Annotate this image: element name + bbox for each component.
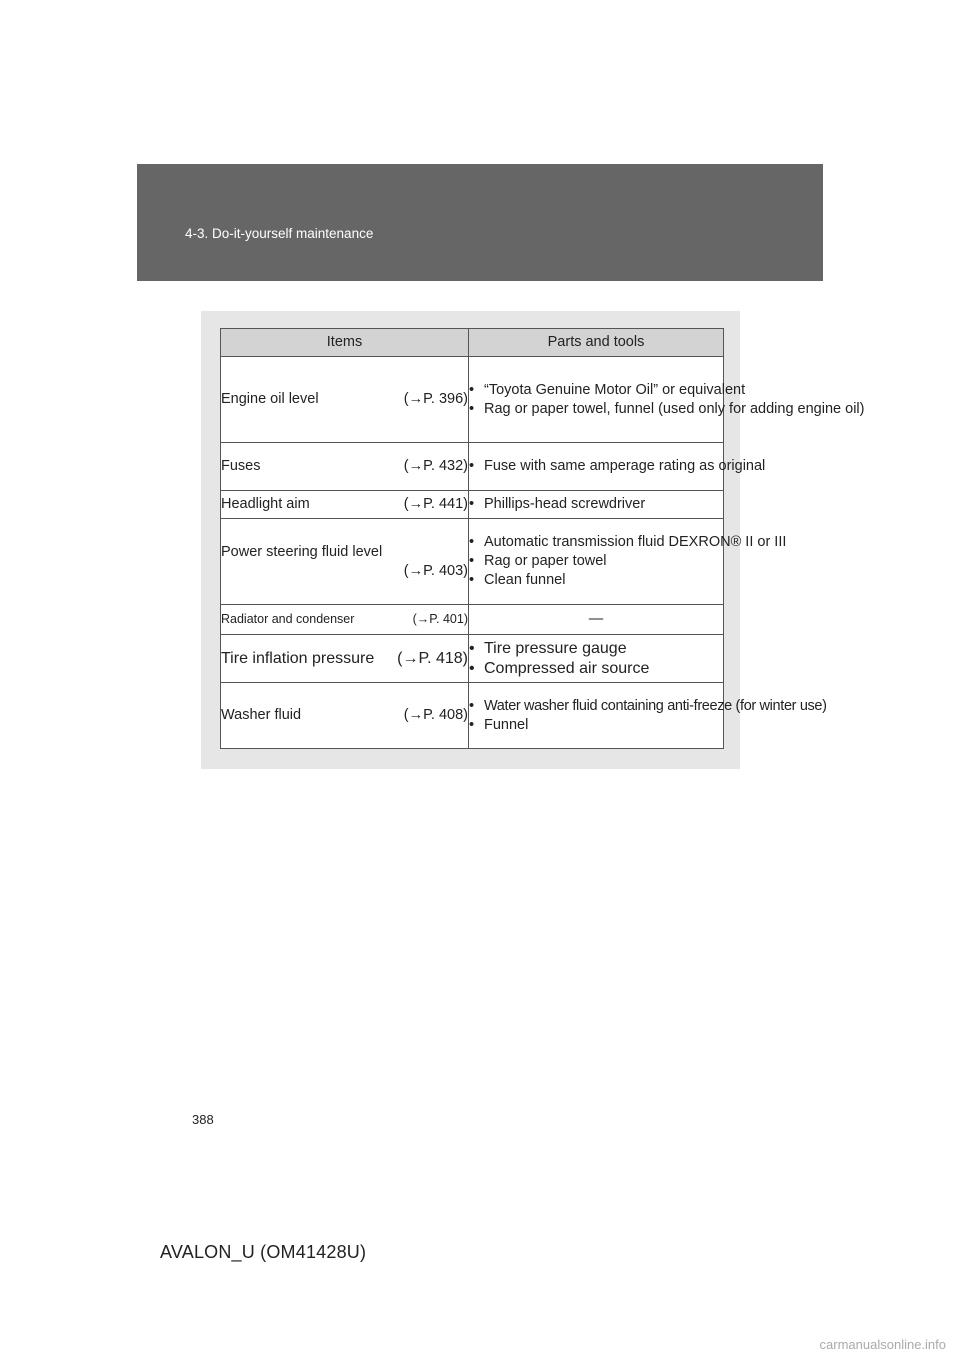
list-item: • Rag or paper towel — [469, 552, 723, 571]
item-cell — [221, 357, 469, 443]
table-row — [221, 443, 724, 491]
column-header-parts: Parts and tools — [469, 329, 724, 357]
watermark: carmanualsonline.info — [819, 1337, 946, 1352]
page-reference: (→P. 432) — [403, 458, 468, 474]
list-item: • Funnel — [469, 716, 723, 735]
parts-cell — [469, 635, 724, 683]
item-cell — [221, 491, 469, 519]
item-cell — [221, 605, 469, 635]
list-item: • Water washer fluid containing anti-freeze (for winter use) — [469, 697, 723, 716]
document-code: AVALON_U (OM41428U) — [160, 1242, 367, 1262]
table-row — [221, 357, 724, 443]
item-cell — [221, 635, 469, 683]
parts-cell — [469, 605, 724, 635]
header-band — [137, 164, 823, 281]
page-reference: (→P. 408) — [403, 707, 468, 723]
page-reference: (→P. 441) — [403, 496, 468, 512]
item-name: Engine oil level — [221, 391, 319, 407]
column-header-items: Items — [221, 329, 469, 357]
list-item: • Tire pressure gauge — [469, 639, 723, 659]
item-cell — [221, 519, 469, 605]
item-name: Tire inflation pressure — [221, 649, 375, 667]
list-item: • Clean funnel — [469, 571, 723, 590]
list-item: • Fuse with same amperage rating as original — [469, 457, 723, 476]
table-row — [221, 491, 724, 519]
table-panel — [201, 311, 865, 769]
item-cell — [221, 443, 469, 491]
parts-cell — [469, 683, 827, 749]
item-name: Power steering fluid level — [221, 543, 383, 560]
item-name: Fuses — [221, 458, 261, 474]
section-title: 4-3. Do-it-yourself maintenance — [185, 226, 374, 241]
item-name: Headlight aim — [221, 496, 310, 512]
page-reference: (→P. 418) — [397, 649, 468, 667]
table-row — [221, 605, 724, 635]
table-row — [221, 683, 724, 749]
list-item: • Phillips-head screwdriver — [469, 495, 723, 514]
parts-cell — [469, 443, 766, 491]
parts-cell — [469, 491, 724, 519]
list-item: • “Toyota Genuine Motor Oil” or equivalent — [469, 381, 723, 400]
no-parts-dash: — — [588, 611, 604, 627]
list-item: • Compressed air source — [469, 659, 723, 679]
parts-cell — [469, 519, 787, 605]
page-reference: (→P. 396) — [403, 391, 468, 407]
page-reference: (→P. 401) — [412, 612, 468, 626]
parts-cell — [469, 357, 865, 443]
list-item: • Rag or paper towel, funnel (used only for adding engine oil) — [469, 400, 723, 419]
item-name: Washer fluid — [221, 707, 302, 723]
page-reference: (→P. 403) — [403, 562, 468, 579]
page-number: 388 — [192, 1112, 214, 1127]
item-cell — [221, 683, 469, 749]
item-name: Radiator and condenser — [221, 612, 355, 626]
maintenance-tools-table — [220, 328, 865, 749]
table-row — [221, 635, 724, 683]
list-item: • Automatic transmission fluid DEXRON® II or III — [469, 533, 723, 552]
table-header-row — [221, 329, 724, 357]
table-row — [221, 519, 724, 605]
